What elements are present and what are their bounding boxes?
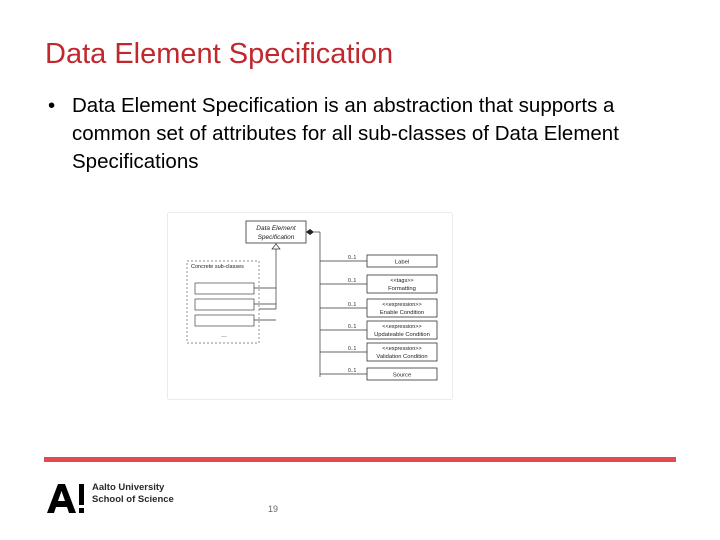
bullet-dot: • xyxy=(48,94,56,117)
generalization-arrow xyxy=(272,244,280,249)
footer-rule xyxy=(44,457,676,462)
subclass-group-label: Concrete sub-classes xyxy=(191,264,244,270)
attribute-stereotype: <<expression>> xyxy=(382,324,422,330)
aalto-logo-icon xyxy=(45,482,85,514)
multiplicity-label: 0..1 xyxy=(348,278,357,284)
page-number: 19 xyxy=(268,504,279,514)
attribute-name: Validation Condition xyxy=(376,354,428,360)
attribute-stereotype: <<tags>> xyxy=(390,278,414,284)
multiplicity-label: 0..1 xyxy=(348,346,357,352)
subclass-ellipsis: ... xyxy=(221,332,227,339)
multiplicity-label: 0..1 xyxy=(348,302,357,308)
attribute-name: Label xyxy=(394,259,410,266)
root-class-line1: Data Element xyxy=(256,225,296,232)
attribute-name: Enable Condition xyxy=(379,310,425,316)
aggregation-diamond xyxy=(306,229,314,235)
attribute-name: Source xyxy=(392,372,412,379)
attribute-stereotype: <<expression>> xyxy=(382,302,422,308)
university-name: Aalto University xyxy=(92,482,165,493)
school-name: School of Science xyxy=(92,494,174,505)
slide-title: Data Element Specification xyxy=(45,38,394,70)
attribute-name: Updateable Condition xyxy=(374,332,430,338)
subclass-box xyxy=(195,299,254,310)
subclass-box xyxy=(195,315,254,326)
attribute-stereotype: <<expression>> xyxy=(382,346,422,352)
multiplicity-label: 0..1 xyxy=(348,324,357,330)
uml-diagram xyxy=(168,213,452,399)
attribute-name: Formatting xyxy=(388,286,416,292)
bullet-item xyxy=(48,92,688,176)
root-class-line2: Specification xyxy=(257,234,295,241)
multiplicity-label: 0..1 xyxy=(348,255,357,261)
bullet-text: Data Element Specification is an abstraction that supports a common set of attributes for all sub-classes of Data Element Specifications xyxy=(72,94,619,173)
subclass-box xyxy=(195,283,254,294)
multiplicity-label: 0..1 xyxy=(348,368,357,374)
